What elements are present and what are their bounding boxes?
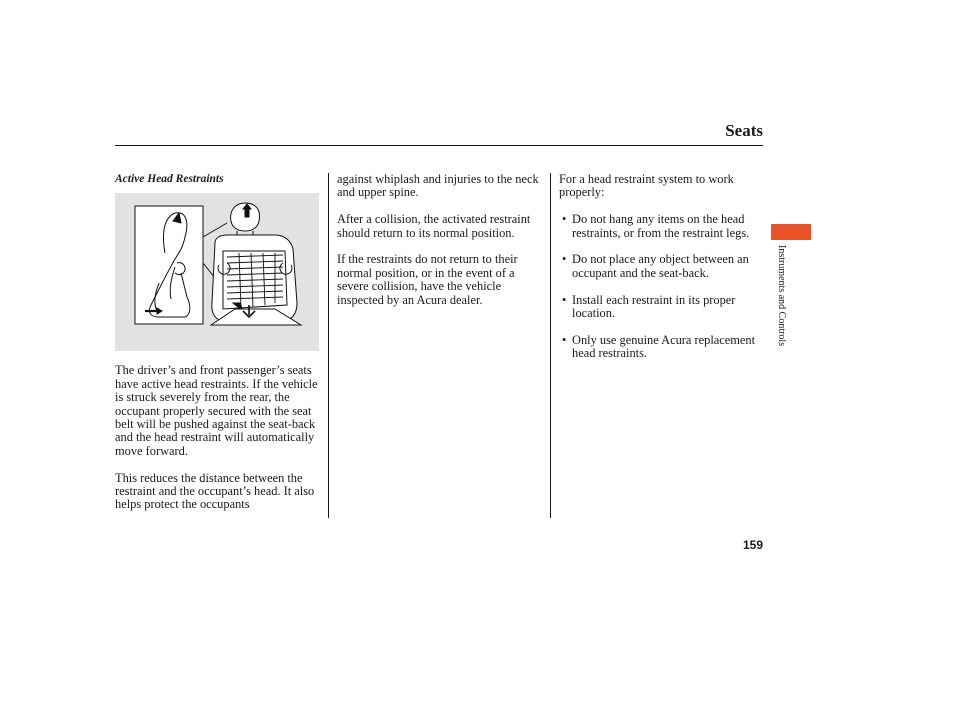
paragraph: against whiplash and injuries to the neck and upper spine. xyxy=(337,172,539,200)
column-divider-2 xyxy=(550,173,551,518)
paragraph: If the restraints do not return to their normal position, or in the event of a severe collision, have the vehicle inspected by an Acura dealer. xyxy=(337,252,518,307)
list-item: • Do not hang any items on the head restraints, or from the restraint legs. xyxy=(559,213,765,240)
section-heading: Active Head Restraints xyxy=(115,173,224,185)
intro-paragraph: For a head restraint system to work properly: xyxy=(559,172,734,200)
title-rule xyxy=(115,145,763,146)
list-item: • Install each restraint in its proper location. xyxy=(559,294,765,321)
column-1 xyxy=(115,173,325,525)
column-2 xyxy=(337,173,547,320)
paragraph: This reduces the distance between the restraint and the occupant’s head. It also helps protect the occupants xyxy=(115,470,315,512)
paragraph: The driver’s and front passenger’s seats have active head restraints. If the vehicle is struck severely from the rear, the occupant properly secured with the seat belt will be pushed against the seat-back and the head restraint will automatically move forward. xyxy=(115,363,318,458)
seat-head-restraint-diagram-icon xyxy=(115,193,319,351)
column-3 xyxy=(559,173,765,374)
list-item: • Do not place any object between an occupant and the seat-back. xyxy=(559,253,765,280)
column-divider-1 xyxy=(328,173,329,518)
list-item: • Only use genuine Acura replacement head restraints. xyxy=(559,334,765,361)
page-title: Seats xyxy=(725,121,763,140)
section-tab-label: Instruments and Controls xyxy=(776,245,787,347)
page-number: 159 xyxy=(742,538,763,552)
section-tab-marker xyxy=(771,224,811,240)
bullet-list xyxy=(559,213,765,360)
paragraph: After a collision, the activated restraint should return to its normal position. xyxy=(337,212,531,240)
